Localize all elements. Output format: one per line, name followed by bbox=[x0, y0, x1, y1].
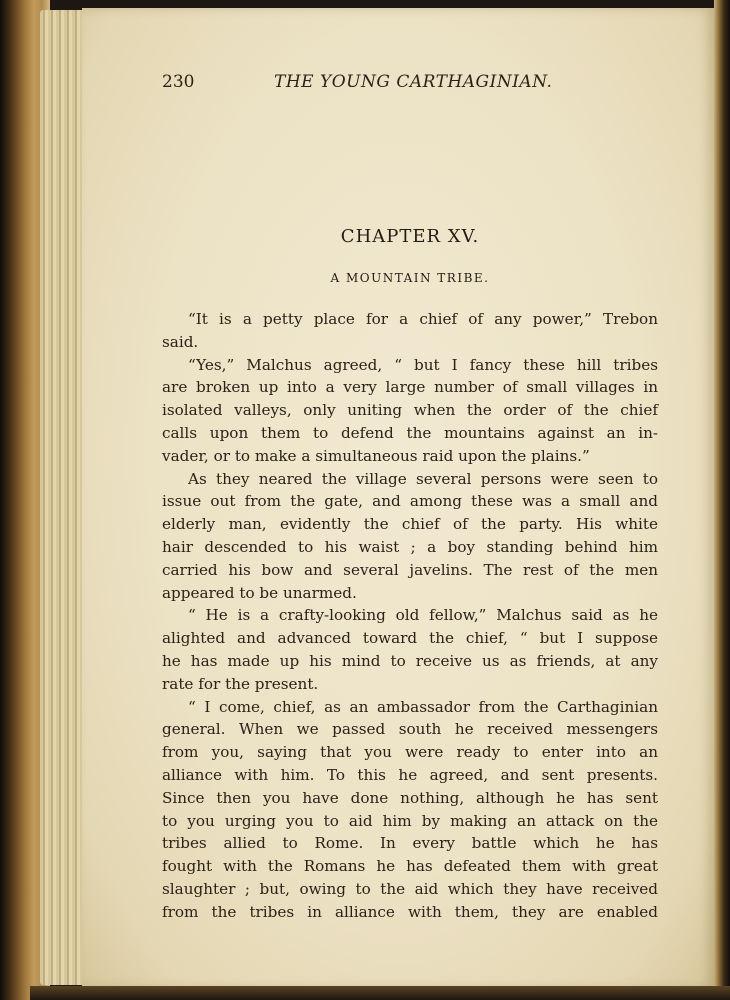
text-line: isolated valleys, only uniting when the order of the chief bbox=[162, 401, 658, 420]
text-line: slaughter ; but, owing to the aid which they have received bbox=[162, 879, 658, 898]
text-line: Since then you have done nothing, although he has sent bbox=[162, 788, 658, 807]
running-title: THE YOUNG CARTHAGINIAN. bbox=[274, 72, 553, 92]
text-line: appeared to be unarmed. bbox=[162, 583, 357, 602]
body-text bbox=[162, 308, 658, 924]
text-line: alighted and advanced toward the chief, “ but I suppose bbox=[162, 629, 658, 648]
text-line: vader, or to make a simultaneous raid upon the plains.” bbox=[162, 446, 590, 465]
text-line: are broken up into a very large number of small villages in bbox=[162, 378, 658, 397]
chapter-title: CHAPTER XV. bbox=[340, 226, 480, 247]
text-line: general. When we passed south he received messengers bbox=[162, 720, 658, 739]
text-line: said. bbox=[162, 332, 199, 351]
text-line: calls upon them to defend the mountains against an in- bbox=[162, 423, 658, 442]
text-line: to you urging you to aid him by making an attack on the bbox=[162, 811, 658, 830]
text-line: from the tribes in alliance with them, they are enabled bbox=[162, 902, 658, 921]
text-line: elderly man, evidently the chief of the party. His white bbox=[162, 515, 658, 534]
book-bottom-edge bbox=[30, 986, 730, 1000]
text-line: hair descended to his waist ; a boy standing behind him bbox=[162, 537, 658, 556]
text-line: carried his bow and several javelins. The rest of the men bbox=[162, 560, 658, 579]
text-line: from you, saying that you were ready to enter into an bbox=[162, 743, 658, 762]
chapter-subtitle: A MOUNTAIN TRIBE. bbox=[330, 271, 490, 285]
text-line: “It is a petty place for a chief of any power,” Trebon bbox=[188, 310, 658, 328]
text-line: “Yes,” Malchus agreed, “ but I fancy these hill tribes bbox=[188, 355, 658, 374]
text-line: rate for the present. bbox=[162, 674, 319, 693]
text-line: issue out from the gate, and among these was a small and bbox=[162, 492, 658, 511]
text-line: “ He is a crafty-looking old fellow,” Malchus said as he bbox=[188, 606, 658, 625]
text-line: As they neared the village several persons were seen to bbox=[188, 469, 658, 488]
book-right-edge bbox=[714, 0, 730, 1000]
text-line: tribes allied to Rome. In every battle which he has bbox=[162, 834, 658, 853]
text-line: he has made up his mind to receive us as friends, at any bbox=[162, 651, 658, 670]
page-number: 230 bbox=[162, 72, 195, 92]
text-line: “ I come, chief, as an ambassador from the Carthaginian bbox=[188, 697, 658, 716]
page-header bbox=[162, 72, 562, 94]
text-line: fought with the Romans he has defeated them with great bbox=[162, 857, 658, 876]
text-line: alliance with him. To this he agreed, and sent presents. bbox=[162, 765, 658, 784]
